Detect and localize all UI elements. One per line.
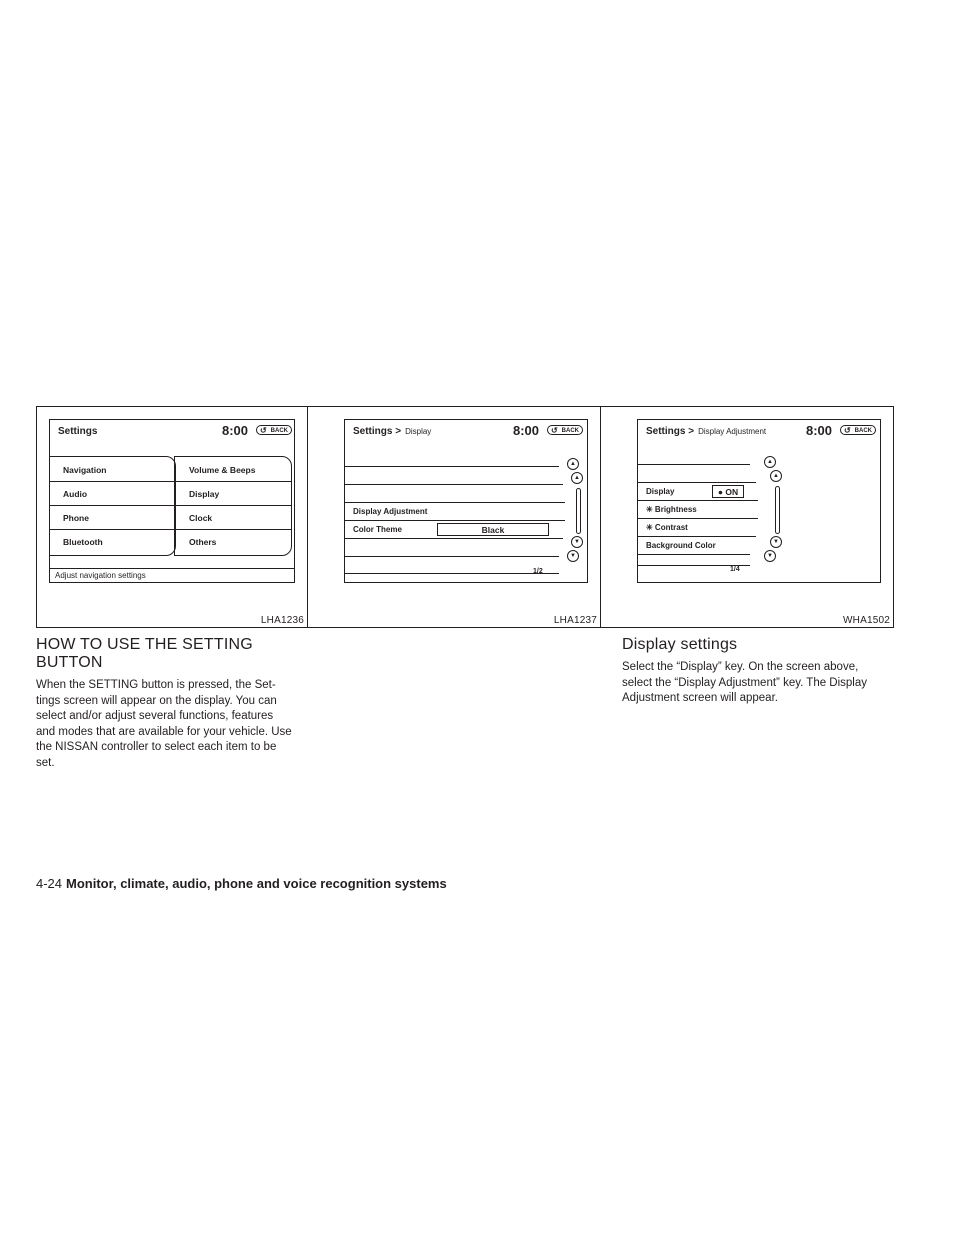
figure-code: LHA1236 <box>260 615 304 626</box>
body-line: tings screen will appear on the display. You can <box>36 694 277 707</box>
settings-screen <box>49 419 295 583</box>
back-arrow-icon: ↺ <box>260 426 267 435</box>
scroll-up-icon[interactable]: ▲ <box>770 470 782 482</box>
back-label: BACK <box>270 428 288 434</box>
screen-clock: 8:00 <box>513 423 540 438</box>
screen-header <box>50 420 294 442</box>
back-button[interactable] <box>256 425 292 435</box>
scroll-down-icon[interactable]: ▼ <box>764 550 776 562</box>
menu-item-audio[interactable]: Audio <box>49 481 175 505</box>
list-row-empty <box>345 556 559 574</box>
page-indicator: 1/4 <box>730 566 740 573</box>
back-button[interactable] <box>840 425 876 435</box>
screen-title <box>353 426 431 437</box>
page-footer <box>36 876 447 891</box>
display-adjustment-screen <box>637 419 881 583</box>
figure-code: WHA1502 <box>843 615 890 626</box>
screen-header <box>345 420 587 442</box>
body-line: select and/or adjust several functions, features <box>36 710 274 722</box>
scroll-down-icon[interactable]: ▼ <box>571 536 583 548</box>
list-item-brightness[interactable]: ✳ Brightness <box>638 500 758 518</box>
list-item-display[interactable] <box>638 482 756 500</box>
section-body <box>622 660 896 707</box>
menu-item-phone[interactable]: Phone <box>49 505 175 529</box>
screen-title <box>646 426 766 437</box>
setting-list <box>638 450 762 570</box>
menu-right-column <box>174 456 292 556</box>
scrollbar[interactable] <box>775 486 780 534</box>
list-item-contrast[interactable]: ✳ Contrast <box>638 518 758 536</box>
list-item-color-theme[interactable] <box>345 520 565 538</box>
scroll-up-icon[interactable]: ▲ <box>764 456 776 468</box>
chapter-title: Monitor, climate, audio, phone and voice recognition systems <box>66 876 447 891</box>
back-arrow-icon: ↺ <box>551 426 558 435</box>
section-heading: Display settings <box>622 636 738 653</box>
figure-display-screen <box>307 406 601 628</box>
list-item-background-color[interactable]: Background Color <box>638 536 756 554</box>
figure-code: LHA1237 <box>553 615 597 626</box>
body-line: and modes that are available for your vehicle. Use <box>36 725 292 738</box>
figure-settings-screen <box>36 406 308 628</box>
menu-item-display[interactable]: Display <box>175 481 291 505</box>
display-toggle[interactable]: ● ON <box>712 485 744 498</box>
list-row-empty <box>638 554 750 566</box>
color-theme-label: Color Theme <box>353 525 402 534</box>
scroll-down-icon[interactable]: ▼ <box>770 536 782 548</box>
section-body <box>36 678 308 771</box>
menu-item-bluetooth[interactable]: Bluetooth <box>49 529 175 553</box>
back-button[interactable] <box>547 425 583 435</box>
screen-subtitle: Display <box>405 427 432 436</box>
menu-item-others[interactable]: Others <box>175 529 291 553</box>
setting-list <box>345 456 565 576</box>
screen-header <box>638 420 880 442</box>
figure-display-adjustment-screen <box>600 406 894 628</box>
scroll-up-icon[interactable]: ▲ <box>567 458 579 470</box>
display-label: Display <box>646 487 675 496</box>
screen-clock: 8:00 <box>222 423 249 438</box>
body-line: Select the “Display” key. On the screen above, <box>622 661 859 673</box>
scroll-down-icon[interactable]: ▼ <box>567 550 579 562</box>
color-theme-value[interactable]: Black <box>437 523 549 536</box>
screen-title: Settings <box>58 426 98 437</box>
heading-line-2: BUTTON <box>36 654 103 671</box>
list-row-empty <box>345 466 559 484</box>
list-row-empty <box>638 464 750 482</box>
display-screen <box>344 419 588 583</box>
scroll-up-icon[interactable]: ▲ <box>571 472 583 484</box>
list-row-empty <box>345 484 563 502</box>
menu-item-clock[interactable]: Clock <box>175 505 291 529</box>
body-line: Adjustment screen will appear. <box>622 692 778 704</box>
screen-title-main: Settings > <box>646 426 695 437</box>
screen-title-main: Settings > <box>353 426 402 437</box>
back-label: BACK <box>561 428 579 434</box>
body-line: select the “Display Adjustment” key. The Display <box>622 676 868 689</box>
menu-item-navigation[interactable]: Navigation <box>63 465 107 475</box>
body-line: set. <box>36 756 55 769</box>
body-line: the NISSAN controller to select each item to be <box>36 741 277 753</box>
screen-subtitle: Display Adjustment <box>698 427 767 436</box>
section-heading <box>36 636 308 672</box>
page-indicator: 1/2 <box>533 568 543 575</box>
back-arrow-icon: ↺ <box>844 426 851 435</box>
screen-clock: 8:00 <box>806 423 833 438</box>
status-line: Adjust navigation settings <box>50 568 294 582</box>
menu-left-column <box>49 456 176 556</box>
body-line: When the SETTING button is pressed, the Set- <box>36 679 276 691</box>
list-row-empty <box>345 538 563 556</box>
scrollbar[interactable] <box>576 488 581 534</box>
menu-item-volume-beeps[interactable]: Volume & Beeps <box>189 465 256 475</box>
back-label: BACK <box>854 428 872 434</box>
page-number: 4-24 <box>36 876 63 891</box>
heading-line-1: HOW TO USE THE SETTING <box>36 636 253 653</box>
list-item-display-adjustment[interactable]: Display Adjustment <box>345 502 565 520</box>
